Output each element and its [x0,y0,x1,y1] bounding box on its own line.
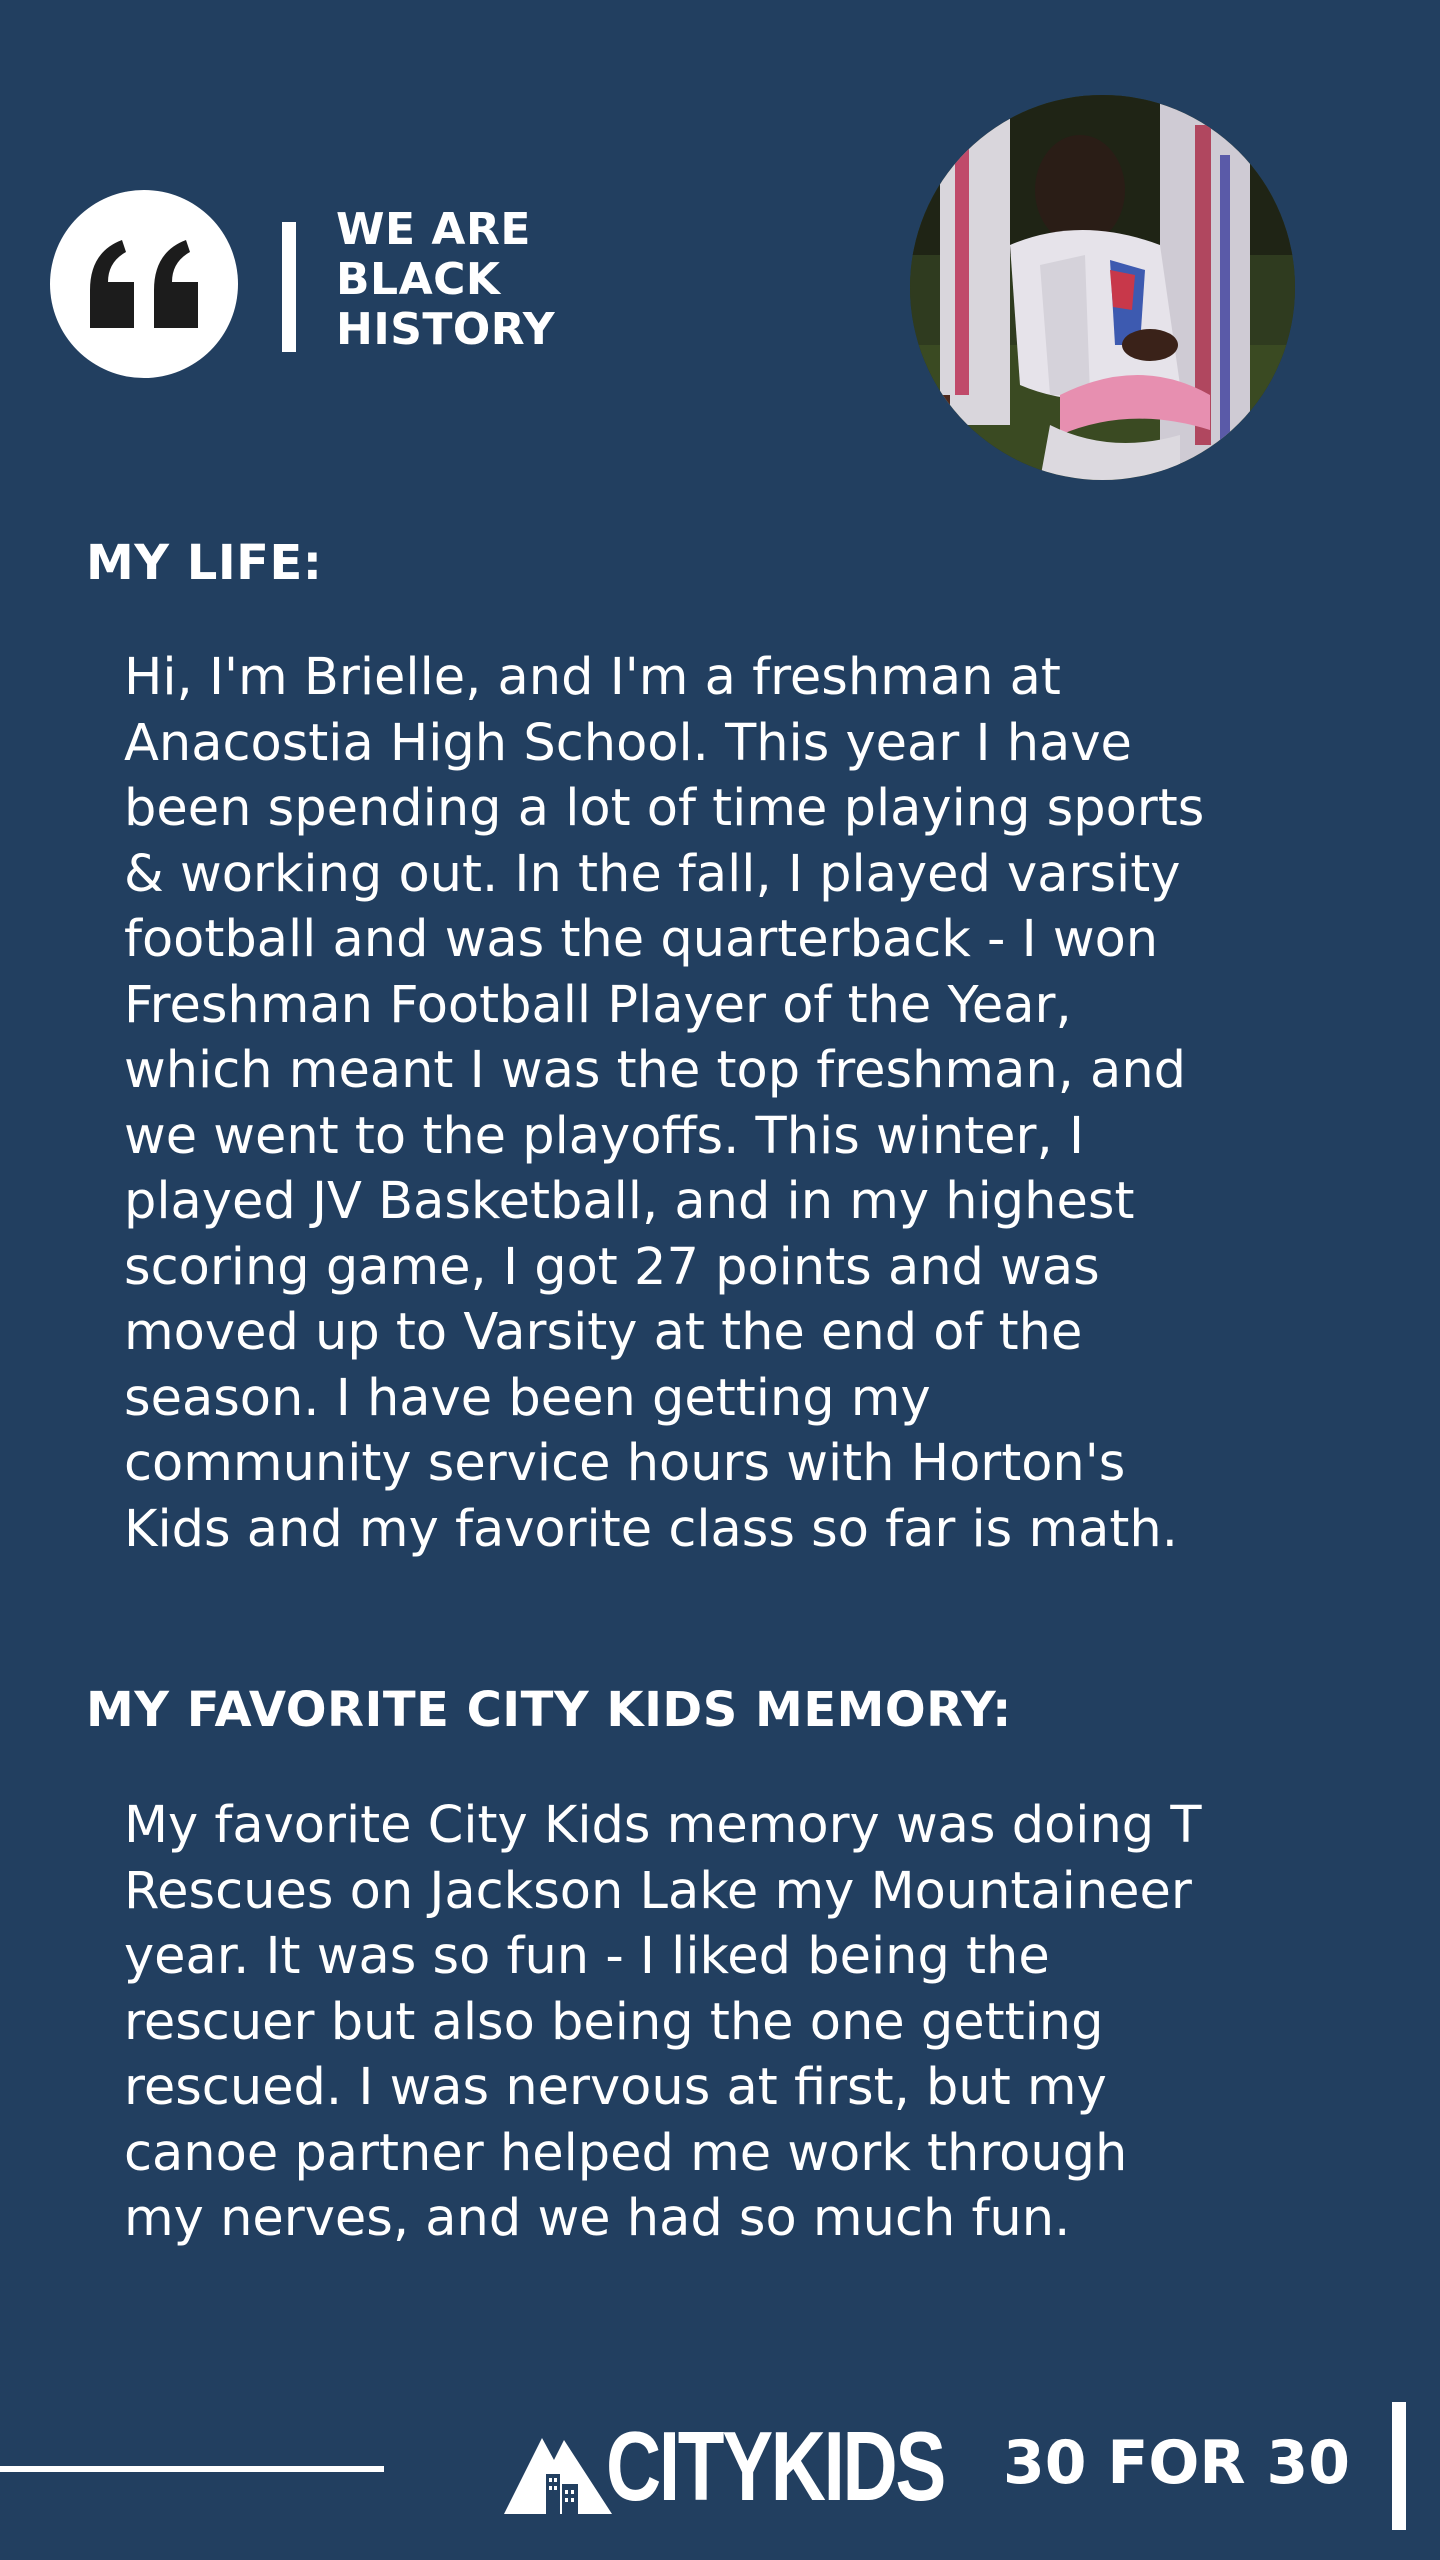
text-line: played JV Basketball, and in my highest [124,1172,1135,1231]
text-line: been spending a lot of time playing sports [124,779,1205,838]
text-line: My favorite City Kids memory was doing T [124,1796,1202,1855]
text-line: Kids and my favorite class so far is math. [124,1499,1178,1559]
text-line: rescued. I was nervous at first, but my [124,2058,1107,2117]
text-line: moved up to Varsity at the end of the [124,1303,1083,1362]
text-line: Rescues on Jackson Lake my Mountaineer [124,1861,1192,1921]
text-line: Hi, I'm Brielle, and I'm a freshman at [124,648,1061,707]
header-title [336,205,555,355]
text-line: canoe partner helped me work through [124,2123,1128,2183]
text-line: community service hours with Horton's [124,1434,1126,1493]
logo-wordmark: CITYKIDS [606,2411,945,2521]
profile-photo [910,95,1295,480]
header-divider [282,222,296,352]
header-title-line: BLACK [336,254,501,305]
favorite-memory-heading: MY FAVORITE CITY KIDS MEMORY: [86,1682,1012,1738]
text-line: Freshman Football Player of the Year, [124,975,1072,1035]
header [0,0,1440,500]
text-line: rescuer but also being the one getting [124,1992,1104,2052]
my-life-text [124,645,1324,1562]
text-line: scoring game, I got 27 points and was [124,1237,1100,1297]
text-line: we went to the playoffs. This winter, I [124,1106,1084,1166]
quote-icon [50,190,238,378]
footer-rule [0,2466,384,2472]
favorite-memory-text [124,1793,1324,2252]
header-title-line: WE ARE [336,204,531,255]
quote-badge [50,190,238,378]
footer-divider [1392,2402,1406,2530]
text-line: football and was the quarterback - I won [124,910,1159,969]
text-line: season. I have been getting my [124,1368,931,1428]
my-life-heading: MY LIFE: [86,535,323,591]
football-player-photo [910,95,1295,480]
header-title-line: HISTORY [336,304,556,355]
citykids-logo [502,2410,945,2521]
text-line: & working out. In the fall, I played varsity [124,844,1181,904]
text-line: my nerves, and we had so much fun. [124,2189,1071,2248]
text-line: which meant I was the top freshman, and [124,1041,1187,1100]
text-line: Anacostia High School. This year I have [124,713,1132,773]
footer-tagline: 30 FOR 30 [1003,2428,1350,2498]
text-line: year. It was so fun - I liked being the [124,1927,1050,1986]
